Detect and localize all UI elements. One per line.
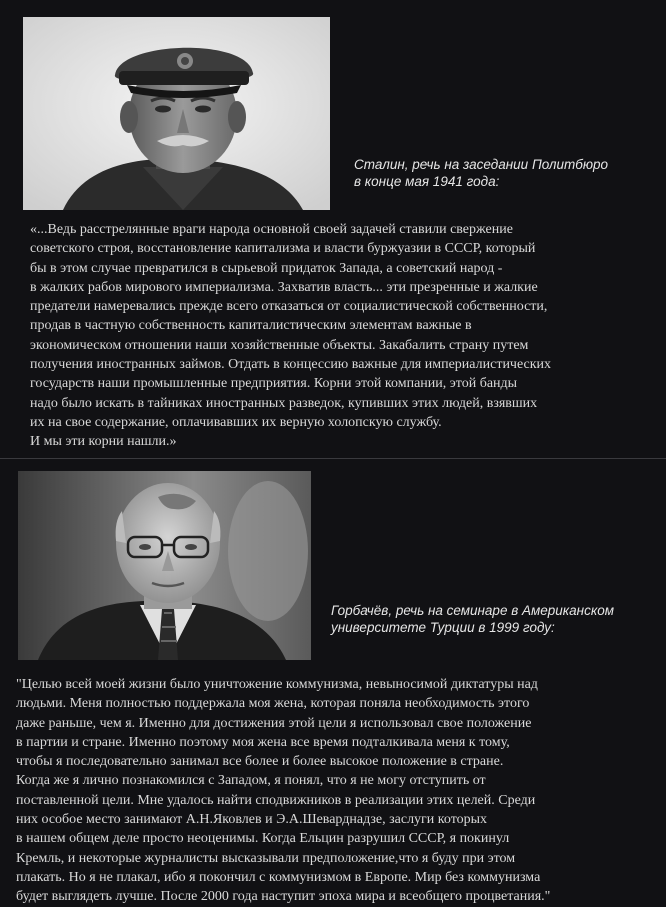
stalin-quote-line: И мы эти корни нашли.» xyxy=(30,434,177,450)
stalin-quote-line: экономическом отношении наши хозяйственные объекты. Закабалить страну путем xyxy=(30,337,529,353)
stalin-quote-line: предатели намеревались прежде всего отказаться от социалистической собственности, xyxy=(30,299,548,315)
gorbachev-caption-line: университете Турции в 1999 году: xyxy=(331,620,555,635)
gorbachev-caption-line: Горбачёв, речь на семинаре в Американском xyxy=(331,603,614,618)
stalin-quote-line: надо было искать в тайниках иностранных разведок, купивших этих людей, взявших xyxy=(30,395,538,411)
gorbachev-quote-line: в партии и стране. Именно поэтому моя жена все время подталкивала меня к тому, xyxy=(16,734,510,750)
gorbachev-section xyxy=(0,458,666,905)
gorbachev-portrait-icon xyxy=(18,471,311,660)
gorbachev-quote-line: людьми. Меня полностью поддержала моя жена, которая поняла необходимость этого xyxy=(16,696,530,712)
gorbachev-quote-line: поставленной цели. Мне удалось найти сподвижников в реализации этих целей. Среди xyxy=(16,792,536,808)
gorbachev-quote-line: будет выглядеть лучше. После 2000 года наступит эпоха мира и всеобщего процветания." xyxy=(16,889,551,905)
gorbachev-quote-line: даже раньше, чем я. Именно для достижения этой цели я использовал свое положение xyxy=(16,715,532,731)
stalin-portrait-icon xyxy=(23,17,330,210)
stalin-quote-line: государств наши промышленные предприятия. Корни этой компании, этой банды xyxy=(30,376,518,392)
stalin-quote-line: бы в этом случае превратился в сырьевой придаток Запада, а советский народ - xyxy=(30,260,503,276)
gorbachev-caption xyxy=(331,602,614,636)
gorbachev-quote-line: в нашем общем деле просто неоценимы. Когда Ельцин разрушил СССР, я покинул xyxy=(16,831,510,847)
gorbachev-quote-line: чтобы я последовательно занимал все более и более высокое положение в стране. xyxy=(16,754,504,770)
stalin-quote-line: их на свое содержание, оплачивавших их верную холопскую службу. xyxy=(30,414,442,430)
stalin-quote-line: получения иностранных займов. Отдать в концессию важные для империалистических xyxy=(30,357,552,373)
stalin-quote xyxy=(30,220,551,452)
stalin-portrait-photo xyxy=(23,17,330,210)
stalin-quote-line: советского строя, восстановление капитализма и власти буржуазии в СССР, который xyxy=(30,241,536,257)
stalin-quote-line: «...Ведь расстрелянные враги народа основной своей задачей ставили свержение xyxy=(30,222,513,237)
stalin-caption-line: в конце мая 1941 года: xyxy=(354,174,500,189)
gorbachev-quote-line: плакать. Но я не плакал, ибо я покончил с коммунизмом в Европе. Мир без коммунизма xyxy=(16,869,541,885)
gorbachev-portrait-photo xyxy=(18,471,311,660)
gorbachev-quote-line: них особое место занимают А.Н.Яковлев и Э.А.Шеварднадзе, заслуги которых xyxy=(16,812,488,828)
stalin-quote-line: в жалких рабов мирового империализма. Захватив власть... эти презренные и жалкие xyxy=(30,279,538,295)
stalin-quote-line: продав в частную собственность капиталистическим элементам важные в xyxy=(30,318,472,334)
gorbachev-quote-line: "Целью всей моей жизни было уничтожение коммунизма, невыносимой диктатуры над xyxy=(16,677,538,692)
gorbachev-quote xyxy=(16,675,550,907)
gorbachev-quote-line: Когда же я лично познакомился с Западом, я понял, что я не могу отступить от xyxy=(16,773,486,789)
stalin-caption-line: Сталин, речь на заседании Политбюро xyxy=(354,157,609,172)
stalin-caption xyxy=(354,156,608,190)
gorbachev-quote-line: Кремль, и некоторые журналисты высказывали предположение,что я буду при этом xyxy=(16,850,516,866)
